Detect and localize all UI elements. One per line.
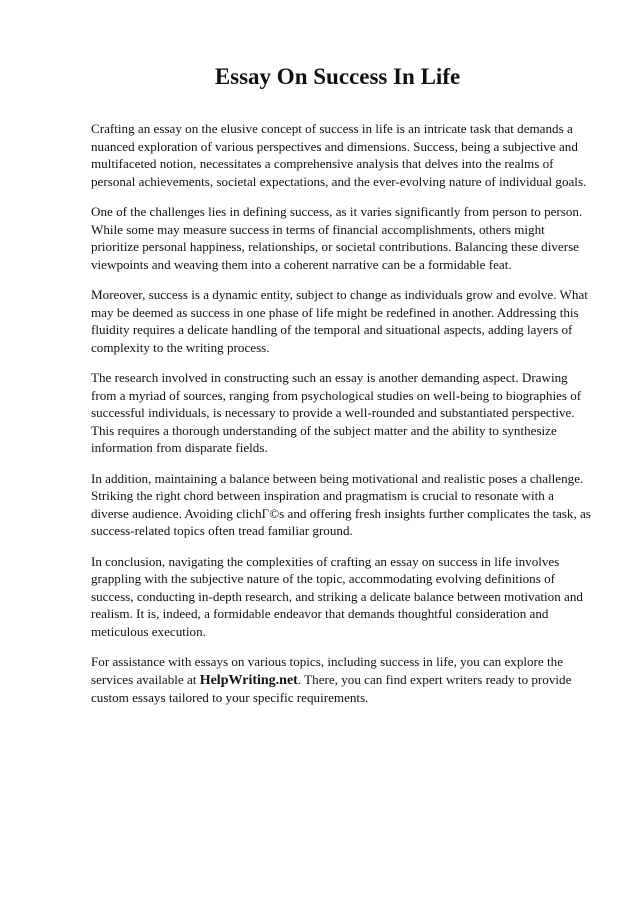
paragraph-balance: In addition, maintaining a balance between being motivational and realistic poses a challenge. Striking the right chord between inspiration and pragmatism is crucial to resonate with a diverse audience. Avoiding clichГ©s and offering fresh insights further complicates the task, as success-related topics often tread familiar ground.: [91, 470, 591, 538]
paragraph-closing: [91, 653, 594, 707]
paragraph-intro: Crafting an essay on the elusive concept of success in life is an intricate task that demands a nuanced exploration of various perspectives and dimensions. Success, being a subjective and multifaceted notion, necessitates a comprehensive analysis that delves into the realms of personal achievements, societal expectations, and the ever-evolving nature of individual goals.: [91, 121, 587, 189]
paragraph-dynamic-entity: Moreover, success is a dynamic entity, subject to change as individuals grow and evolve. What may be deemed as success in one phase of life might be redefined in another. Addressing this fluidity requires a delicate handling of the temporal and situational aspects, adding layers of complexity to the writing process.: [91, 287, 588, 355]
page-title: Essay On Success In Life: [214, 64, 461, 89]
paragraph-research: The research involved in constructing such an essay is another demanding aspect. Drawing from a myriad of sources, ranging from psychological studies on well-being to biographies of successful individuals, is necessary to provide a well-rounded and substantiated perspective. This requires a thorough understanding of the subject matter and the ability to synthesize information from disparate fields.: [91, 370, 582, 455]
closing-text-before: For assistance with essays on various topics, including success in life, you can explore the services available at: [91, 654, 564, 687]
paragraph-defining-success: One of the challenges lies in defining success, as it varies significantly from person to person. While some may measure success in terms of financial accomplishments, others might prioritize personal happiness, relationships, or societal contributions. Balancing these diverse viewpoints and weaving them into a coherent narrative can be a formidable feat.: [91, 204, 583, 272]
helpwriting-link[interactable]: HelpWriting.net: [199, 672, 298, 688]
paragraph-conclusion: In conclusion, navigating the complexities of crafting an essay on success in life involves grappling with the subjective nature of the topic, accommodating evolving definitions of success, conducting in-depth research, and striking a delicate balance between motivation and realism. It is, indeed, a formidable endeavor that demands thoughtful consideration and meticulous execution.: [91, 553, 583, 639]
closing-text-after: . There, you can find expert writers ready to provide custom essays tailored to your specific requirements.: [91, 671, 572, 705]
